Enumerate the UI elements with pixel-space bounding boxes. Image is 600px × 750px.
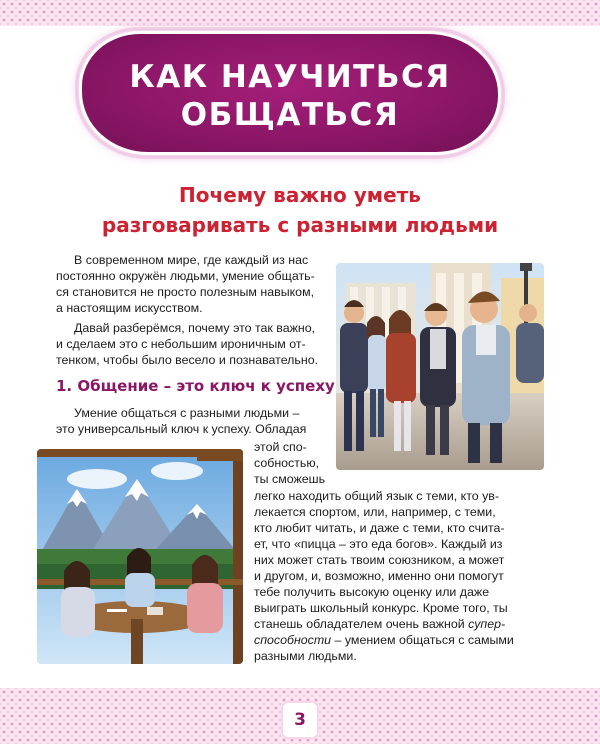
- text-line: этой спо-: [254, 440, 307, 454]
- section1-text-narrow: [254, 439, 344, 487]
- text-line: легко находить общий язык с теми, кто ув-: [254, 489, 500, 503]
- intro-paragraph-2: [56, 320, 341, 368]
- text-line: кто любит читать, и даже с теми, кто счита-: [254, 521, 505, 535]
- text-line: Умение общаться с разными людьми –: [74, 406, 300, 420]
- section-heading: 1. Общение – это ключ к успеху: [56, 377, 335, 395]
- text-line: тенком, чтобы было весело и познавательно.: [56, 353, 319, 367]
- text-span: станешь обладателем очень важной: [254, 617, 465, 631]
- text-line: собностью,: [254, 456, 320, 470]
- text-line: и другом, и, возможно, именно они помогут: [254, 569, 504, 583]
- text-line: тебе получить высокую оценку или даже: [254, 585, 490, 599]
- text-line: ся становится не просто полезным навыком,: [56, 285, 315, 299]
- top-decorative-band: [0, 0, 600, 26]
- section1-text-top: [56, 405, 356, 437]
- italic-word: способности: [254, 633, 332, 647]
- intro-paragraph-1: [56, 252, 341, 316]
- text-line: выиграть школьный конкурс. Кроме того, ты: [254, 601, 508, 615]
- text-line: лекается спортом, или, например, с теми,: [254, 505, 496, 519]
- text-line: В современном мире, где каждый из нас: [74, 253, 309, 267]
- section1-text-wide: [254, 488, 554, 664]
- text-line: ты сможешь: [254, 472, 326, 486]
- page-title: [82, 58, 498, 134]
- subtitle-line-2: разговаривать с разными людьми: [101, 213, 499, 237]
- italic-word: супер-: [468, 617, 506, 631]
- text-line: разными людьми.: [254, 649, 357, 663]
- page-title-line-1: КАК НАУЧИТЬСЯ: [129, 59, 451, 95]
- text-line: а настоящим искусством.: [56, 301, 203, 315]
- section-subtitle: [20, 180, 580, 240]
- teens-illustration-svg: [336, 263, 544, 470]
- text-span: – умением общаться с самыми: [331, 633, 514, 647]
- text-line: [254, 616, 554, 632]
- page-title-line-2: ОБЩАТЬСЯ: [180, 97, 400, 133]
- text-line: них может стать твоим союзником, а может: [254, 553, 505, 567]
- girls-illustration-svg: [37, 449, 243, 664]
- text-line: это универсальный ключ к успеху. Обладая: [56, 422, 307, 436]
- text-line: Давай разберёмся, почему это так важно,: [74, 321, 316, 335]
- page-number: 3: [283, 703, 317, 737]
- text-line: [254, 632, 554, 648]
- illustration-teens-talking: [336, 263, 544, 470]
- text-line: ет, что «пицца – это еда богов». Каждый из: [254, 537, 503, 551]
- illustration-girls-at-table: [37, 449, 243, 664]
- text-line: постоянно окружён людьми, умение общать-: [56, 269, 315, 283]
- subtitle-line-1: Почему важно уметь: [179, 183, 421, 207]
- text-line: и сделаем это с небольшим ироничным от-: [56, 337, 306, 351]
